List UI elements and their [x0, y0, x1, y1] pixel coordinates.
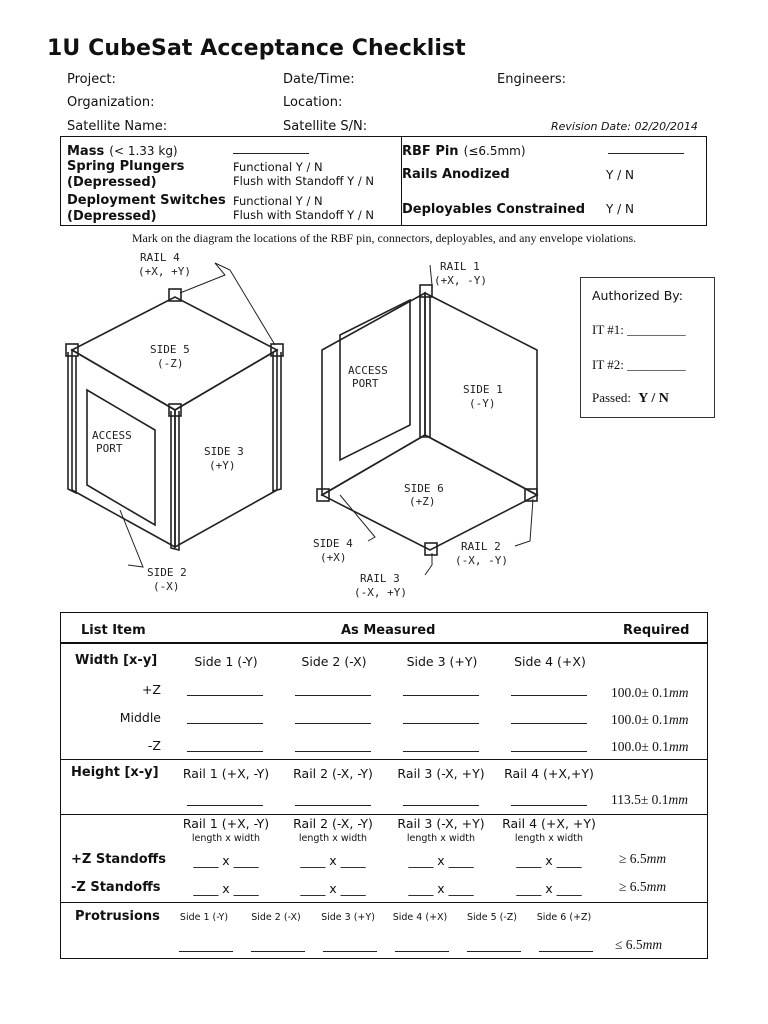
rail4-label: RAIL 4	[140, 251, 180, 264]
right-access-label: ACCESS	[348, 364, 388, 377]
mass-spec: (< 1.33 kg)	[109, 144, 178, 158]
rails-anodized-label: Rails Anodized	[402, 167, 510, 182]
lxw-1: length x width	[191, 833, 261, 844]
rail2-coords: (-X, -Y)	[455, 554, 508, 567]
side2-label: SIDE 2	[147, 566, 187, 579]
deployment-switches-sub: (Depressed)	[67, 209, 157, 224]
it1-field[interactable]: IT #1: _________	[592, 322, 686, 337]
width-side-1: Side 1 (-Y)	[194, 654, 258, 669]
rbf-pin-label: RBF Pin	[402, 144, 459, 159]
project-label: Project:	[67, 72, 116, 87]
nz-standoff-4[interactable]: ____ x ____	[516, 881, 582, 896]
spring-flush: Flush with Standoff Y / N	[233, 174, 374, 188]
nz-standoff-req: ≥ 6.5mm	[619, 879, 667, 894]
deploy-functional: Functional Y / N	[233, 194, 323, 208]
rails-anodized-yn: Y / N	[606, 168, 634, 182]
side6-coords: (+Z)	[409, 495, 436, 508]
rail2-label: RAIL 2	[461, 540, 501, 553]
side2-coords: (-X)	[153, 580, 180, 593]
nz-standoff-1[interactable]: ____ x ____	[193, 881, 259, 896]
diagram-instruction: Mark on the diagram the locations of the RBF pin, connectors, deployables, and any envelope violations.	[131, 231, 637, 245]
pz-standoffs-label: +Z Standoffs	[71, 852, 166, 867]
spring-functional: Functional Y / N	[233, 160, 323, 174]
right-port-label: PORT	[352, 377, 379, 390]
satellite-name-label: Satellite Name:	[67, 119, 168, 134]
lxw-3: length x width	[406, 833, 476, 844]
engineers-label: Engineers:	[497, 72, 567, 87]
width-side-2: Side 2 (-X)	[301, 654, 367, 669]
side1-coords: (-Y)	[469, 397, 496, 410]
standoff-rail-3: Rail 3 (-X, +Y)	[397, 816, 485, 831]
width-row-middle: Middle	[119, 710, 161, 725]
nz-standoffs-label: -Z Standoffs	[71, 880, 161, 895]
rail4-coords: (+X, +Y)	[138, 265, 191, 278]
side6-label: SIDE 6	[404, 482, 444, 495]
deployables-constrained-label: Deployables Constrained	[402, 202, 586, 217]
protrusion-side-5: Side 5 (-Z)	[467, 912, 517, 923]
measurement-table	[60, 612, 708, 959]
width-req-pz: 100.0± 0.1mm	[611, 685, 689, 700]
height-rail-4: Rail 4 (+X,+Y)	[504, 766, 594, 781]
standoff-rail-2: Rail 2 (-X, -Y)	[293, 816, 373, 831]
side1-label: SIDE 1	[463, 383, 503, 396]
height-rail-3: Rail 3 (-X, +Y)	[397, 766, 485, 781]
width-side-4: Side 4 (+X)	[514, 654, 586, 669]
deployables-constrained-yn: Y / N	[606, 202, 634, 216]
standoff-rail-1: Rail 1 (+X, -Y)	[182, 816, 270, 831]
datetime-label: Date/Time:	[283, 72, 355, 87]
width-side-3: Side 3 (+Y)	[406, 654, 478, 669]
rail1-coords: (+X, -Y)	[434, 274, 487, 287]
rail3-coords: (-X, +Y)	[354, 586, 407, 599]
protrusion-side-2: Side 2 (-X)	[251, 912, 301, 923]
lxw-4: length x width	[514, 833, 584, 844]
lxw-2: length x width	[298, 833, 368, 844]
protrusion-side-6: Side 6 (+Z)	[536, 912, 592, 923]
width-row-pz: +Z	[141, 682, 161, 697]
side5-label: SIDE 5	[150, 343, 190, 356]
left-access-label: ACCESS	[92, 429, 132, 442]
organization-label: Organization:	[67, 95, 155, 110]
nz-standoff-2[interactable]: ____ x ____	[300, 881, 366, 896]
height-rail-2: Rail 2 (-X, -Y)	[293, 766, 373, 781]
page-title: 1U CubeSat Acceptance Checklist	[47, 36, 466, 61]
spring-plungers-label: Spring Plungers	[67, 159, 185, 174]
pz-standoff-2[interactable]: ____ x ____	[300, 853, 366, 868]
mass-label: Mass	[67, 144, 105, 159]
side4-coords: (+X)	[320, 551, 347, 564]
authorized-by-label: Authorized By:	[592, 288, 683, 303]
it2-field[interactable]: IT #2: _________	[592, 357, 686, 372]
height-req: 113.5± 0.1mm	[611, 792, 689, 807]
info-box	[60, 136, 707, 226]
protrusion-side-1: Side 1 (-Y)	[179, 912, 229, 923]
height-label: Height [x-y]	[71, 765, 159, 780]
header-as-measured: As Measured	[341, 623, 436, 638]
satellite-sn-label: Satellite S/N:	[283, 119, 368, 134]
width-label: Width [x-y]	[75, 653, 158, 668]
header-list-item: List Item	[81, 623, 146, 638]
protrusions-label: Protrusions	[75, 909, 160, 924]
protrusion-side-4: Side 4 (+X)	[392, 912, 448, 923]
width-row-nz: -Z	[147, 738, 161, 753]
header-required: Required	[623, 623, 690, 638]
protrusion-side-3: Side 3 (+Y)	[321, 912, 375, 923]
revision-date: Revision Date: 02/20/2014	[551, 120, 698, 133]
protrusion-req: ≤ 6.5mm	[615, 937, 663, 952]
nz-standoff-3[interactable]: ____ x ____	[408, 881, 474, 896]
authorization-box	[580, 277, 715, 418]
width-req-nz: 100.0± 0.1mm	[611, 739, 689, 754]
width-req-middle: 100.0± 0.1mm	[611, 712, 689, 727]
deploy-flush: Flush with Standoff Y / N	[233, 208, 374, 222]
pz-standoff-4[interactable]: ____ x ____	[516, 853, 582, 868]
pz-standoff-1[interactable]: ____ x ____	[193, 853, 259, 868]
side3-coords: (+Y)	[209, 459, 236, 472]
spring-plungers-sub: (Depressed)	[67, 175, 157, 190]
pz-standoff-req: ≥ 6.5mm	[619, 851, 667, 866]
rail3-label: RAIL 3	[360, 572, 400, 585]
side4-label: SIDE 4	[313, 537, 353, 550]
rbf-pin-spec: (≤6.5mm)	[463, 144, 526, 158]
pz-standoff-3[interactable]: ____ x ____	[408, 853, 474, 868]
side3-label: SIDE 3	[204, 445, 244, 458]
deployment-switches-label: Deployment Switches	[67, 193, 226, 208]
location-label: Location:	[283, 95, 343, 110]
side5-coords: (-Z)	[157, 357, 184, 370]
standoff-rail-4: Rail 4 (+X, +Y)	[502, 816, 596, 831]
passed-yn[interactable]: Y / N	[638, 391, 669, 406]
height-rail-1: Rail 1 (+X, -Y)	[182, 766, 270, 781]
passed-label: Passed:	[592, 390, 631, 405]
left-port-label: PORT	[96, 442, 123, 455]
rail1-label: RAIL 1	[440, 260, 480, 273]
